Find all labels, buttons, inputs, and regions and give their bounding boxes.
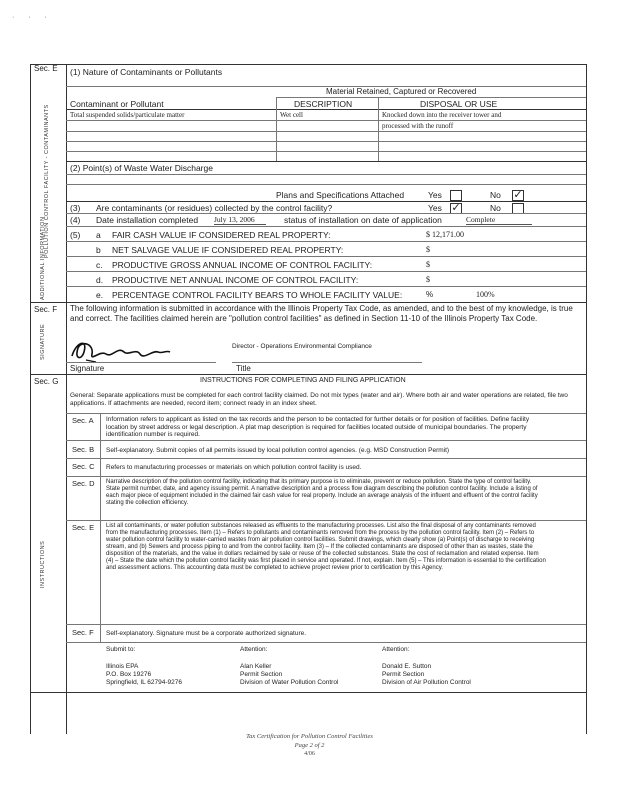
plans-yes-checkbox[interactable] — [450, 190, 462, 201]
attention1-label: Attention: — [240, 646, 268, 653]
section-g-side-label: INSTRUCTIONS — [40, 540, 46, 588]
q5-b-value[interactable]: $ — [426, 245, 430, 254]
q5-e-value[interactable]: 100% — [476, 290, 495, 299]
q4-text: Date installation completed — [96, 215, 199, 225]
q4-status[interactable]: Complete — [466, 215, 532, 225]
instr-label-divider — [100, 413, 101, 642]
q5-a-text: FAIR CASH VALUE IF CONSIDERED REAL PROPERTY: — [112, 230, 331, 240]
instr-c-label: Sec. C — [72, 462, 95, 471]
row1-disposal-2: processed with the runoff — [382, 122, 454, 130]
q5-c-value[interactable]: $ — [426, 260, 430, 269]
instr-f-label: Sec. F — [72, 628, 94, 637]
attention1-line-3: Division of Water Pollution Control — [240, 679, 339, 686]
section-e-side-label-1: POLLUTION CONTROL FACILITY - CONTAMINANTS — [44, 104, 50, 258]
instructions-general: General: Separate applications must be completed for each control facility claimed. Do not mix types (water and air). Where both air and water operations are related, file two applications. If attachments are needed, record item; connect ready in an index sheet. — [70, 392, 568, 407]
q5-a-letter: a — [96, 230, 101, 240]
q5-num: (5) — [70, 230, 81, 240]
row-rule-1 — [66, 120, 586, 121]
signer-title: Director - Operations Environmental Compliance — [232, 343, 372, 350]
frame-left-edge — [30, 64, 31, 734]
q5-c-letter: c. — [96, 260, 103, 270]
q5-rule-b — [66, 256, 586, 257]
row1-disposal-1: Knocked down into the receiver tower and — [382, 111, 502, 119]
section-f-label: Sec. F — [34, 305, 58, 314]
instr-rule-c — [66, 458, 586, 459]
attention1-line-2: Permit Section — [240, 671, 283, 678]
instr-a-text: Information refers to applicant as listed on the tax records and the person to be contacted for further details or for position of facilities. Define facility location by street address or legal description. A plat map description is required for facilities located outside of municipal boundaries. The property identification number is required. — [106, 416, 530, 438]
header-marks: · · · — [12, 14, 53, 21]
instr-rule-e — [66, 520, 586, 521]
q5-e-text: PERCENTAGE CONTROL FACILITY BEARS TO WHOLE FACILITY VALUE: — [112, 290, 403, 300]
signature-label: Signature — [70, 364, 105, 373]
instr-b-text: Self-explanatory. Submit copies of all permits issued by local pollution control agencies. (e.g. MSD Construction Permit) — [106, 447, 450, 454]
frame-right-edge — [586, 64, 587, 734]
col-description: DESCRIPTION — [294, 99, 353, 109]
footer-page: Page 2 of 2 — [294, 742, 325, 749]
q2-rule-2 — [66, 184, 586, 185]
q4-date[interactable]: July 13, 2006 — [214, 215, 266, 225]
title-line — [232, 362, 422, 363]
instr-rule-b — [66, 440, 586, 441]
section-g-bottom-rule — [30, 692, 586, 693]
section-f-bottom-rule — [30, 374, 586, 375]
section-f-side-label: SIGNATURE — [40, 323, 46, 360]
footer-title: Tax Certification for Pollution Control Facilities — [246, 733, 373, 740]
q5-b-letter: b — [96, 245, 101, 255]
instr-b-label: Sec. B — [72, 445, 95, 454]
q3-yes-checkbox[interactable]: ✓ — [451, 202, 461, 214]
q5-e-symbol: % — [426, 290, 434, 299]
instr-rule-a — [66, 413, 586, 414]
certification-statement: The following information is submitted in accordance with the Illinois Property Tax Code, as amended, and to the best of my knowledge, is true and correct. The facilities claimed herein are "pollution control facilities" as defined in Section 11-10 of the Illinois Property Tax Code. — [70, 304, 573, 323]
row-rule-2 — [66, 131, 586, 132]
attention2-label: Attention: — [382, 646, 410, 653]
plans-no-checkbox[interactable]: ✓ — [513, 189, 523, 201]
plans-label: Plans and Specifications Attached — [276, 190, 405, 200]
q3-rule — [66, 213, 586, 214]
q5-c-text: PRODUCTIVE GROSS ANNUAL INCOME OF CONTROL FACILITY: — [112, 260, 373, 270]
q3-text: Are contaminants (or residues) collected by the control facility? — [96, 203, 333, 213]
instr-e-label: Sec. E — [72, 523, 95, 532]
instr-d-text: Narrative description of the pollution control facility, indicating that its primary purpose is to eliminate, prevent or reduce pollution. State the type of control facility. State permit number, date, and agency issuing permit. A narrative description and a process flow diagram describing the pollution control facility. Include a listing of each major piece of equipment included in the claimed fair cash value for real property. Include an average analysis of the influent and effluent of the control facility stating the collection efficiency. — [106, 479, 538, 506]
q5-a-value[interactable]: $ 12,171.00 — [426, 230, 464, 239]
q4-status-text: status of installation on date of application — [284, 215, 442, 225]
q3-num: (3) — [70, 203, 81, 213]
plans-no-label: No — [490, 190, 501, 200]
title-label: Title — [236, 364, 251, 373]
row1-contaminant: Total suspended solids/particulate matter — [70, 111, 185, 119]
instructions-heading: INSTRUCTIONS FOR COMPLETING AND FILING APPLICATION — [200, 377, 406, 384]
q3-no-label: No — [490, 203, 501, 213]
footer-code: 4/06 — [304, 751, 315, 757]
instr-d-label: Sec. D — [72, 479, 95, 488]
instr-rule-d — [66, 476, 586, 477]
attention2-line-1: Donald E. Sutton — [382, 663, 432, 670]
row1-description: Wet cell — [280, 111, 303, 119]
signature-line — [66, 362, 216, 363]
material-heading: Material Retained, Captured or Recovered — [326, 87, 477, 96]
q5-d-text: PRODUCTIVE NET ANNUAL INCOME OF CONTROL FACILITY: — [112, 275, 359, 285]
submit-line-1: Illinois EPA — [106, 663, 139, 670]
q5-rule-a — [66, 241, 586, 242]
q2-title: (2) Point(s) of Waste Water Discharge — [70, 163, 213, 173]
q2-rule-1 — [66, 174, 586, 175]
submit-line-3: Springfield, IL 62794-9276 — [106, 679, 183, 686]
submit-to-label: Submit to: — [106, 646, 136, 653]
row-rule-5 — [66, 161, 586, 162]
instr-rule-f — [66, 624, 586, 625]
section-g-label: Sec. G — [34, 377, 59, 386]
instr-e-text: List all contaminants, or water pollution substances released as effluents to the manufacturing processes. List also the final disposal of any contaminants removed from the manufacturing processes. Item (1) – Refers to pollutants and contaminants removed from the process by the pollution control facility. Item (2) – Refers to water pollution control facility to water-carried wastes from air pollution control facilities. Submit drawings, which clearly show (a) Point(s) of discharge to receiving stream, and (b) Sewers and process piping to and from the control facility. Item (3) – If the collected contaminants are disposed of other than as wastes, state the disposition of the materials, and the value in dollars reclaimed by sale or reuse of the collected substances. State the cost of reclamation and related expense. Item (4) – State the date which the pollution control facility was first placed in service and operated. If not, explain. Item (5) – This information is essential to the certification and assessment actions. This accounting data must be completed to achieve project review prior to certification by this Agency. — [106, 523, 546, 571]
q5-d-value[interactable]: $ — [426, 275, 430, 284]
q4-rule — [66, 226, 586, 227]
q4-num: (4) — [70, 215, 81, 225]
frame-top — [30, 64, 586, 65]
q5-b-text: NET SALVAGE VALUE IF CONSIDERED REAL PROPERTY: — [112, 245, 344, 255]
submit-line-2: P.O. Box 19276 — [106, 671, 152, 678]
col-header-rule — [66, 109, 586, 110]
instr-c-text: Refers to manufacturing processes or materials on which pollution control facility is used. — [106, 464, 362, 471]
row-rule-3 — [66, 141, 586, 142]
instr-f-text: Self-explanatory. Signature must be a corporate authorized signature. — [106, 630, 307, 637]
row-rule-4 — [66, 151, 586, 152]
section-e-bottom-rule — [30, 302, 586, 303]
q3-yes-label: Yes — [428, 203, 442, 213]
attention2-line-3: Division of Air Pollution Control — [382, 679, 471, 686]
q5-rule-c — [66, 271, 586, 272]
section-e-label: Sec. E — [34, 64, 58, 73]
frame-left-divider — [66, 64, 67, 734]
q1-title: (1) Nature of Contaminants or Pollutants — [70, 67, 223, 77]
q5-rule-d — [66, 286, 586, 287]
instr-a-label: Sec. A — [72, 416, 94, 425]
q5-e-letter: e. — [96, 290, 104, 300]
plans-yes-label: Yes — [428, 190, 442, 200]
col-contaminant: Contaminant or Pollutant — [70, 99, 164, 109]
instr-rule-end — [66, 642, 586, 643]
col-disposal: DISPOSAL OR USE — [420, 99, 498, 109]
material-rule — [276, 97, 586, 98]
attention2-line-2: Permit Section — [382, 671, 425, 678]
plans-rule — [66, 201, 586, 202]
attention1-line-1: Alan Keller — [240, 663, 272, 670]
section-e-side-label-2: ADDITIONAL INFORMATION — [40, 216, 46, 300]
q5-d-letter: d. — [96, 275, 104, 285]
